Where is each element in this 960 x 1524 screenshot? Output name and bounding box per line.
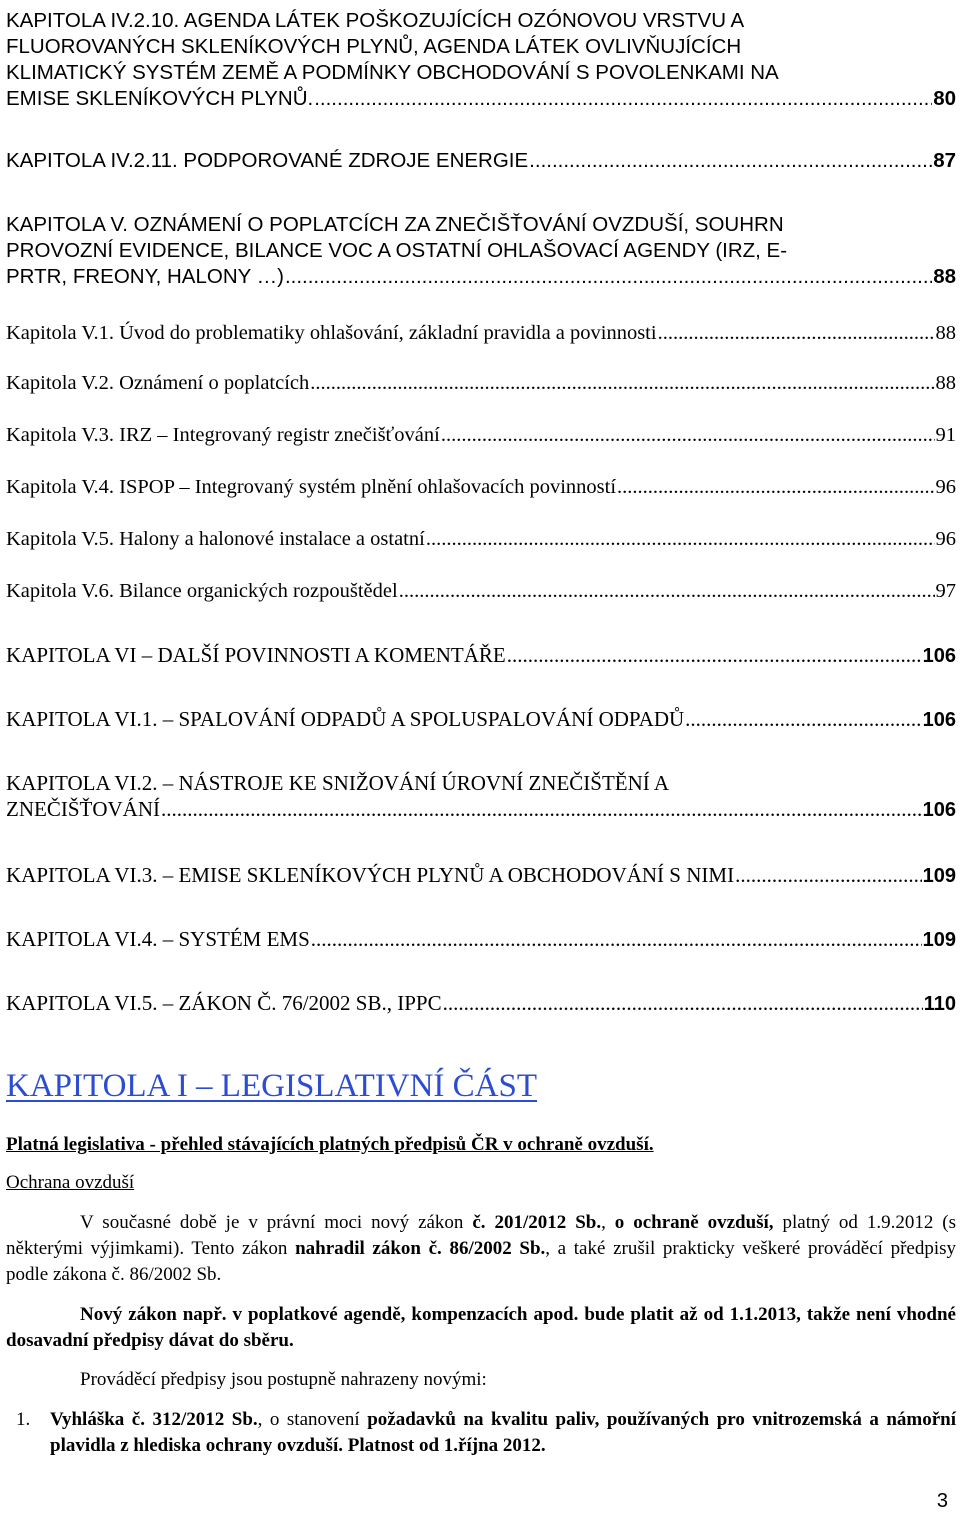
paragraph-text: V současné době je v právní moci nový zákon [80,1212,473,1233]
toc-entry-title: Kapitola V.4. ISPOP – Integrovaný systém plnění ohlašovacích povinností [6,476,617,498]
toc-entry[interactable] [6,320,956,346]
toc-leader [617,474,934,500]
list-item-bold: Vyhláška č. 312/2012 Sb. [50,1409,258,1430]
toc-entry-title: KAPITOLA VI.3. – EMISE SKLENÍKOVÝCH PLYNŮ A OBCHODOVÁNÍ S NIMI [6,863,735,887]
legislation-subheading [6,1132,956,1158]
list-item-content [50,1407,956,1459]
paragraph-text: , [601,1212,615,1233]
toc-page-number: 88 [933,265,956,288]
toc-entry-title: KAPITOLA VI.1. – SPALOVÁNÍ ODPADŮ A SPOLUSPALOVÁNÍ ODPADŮ [6,707,685,731]
toc-page-number: 106 [922,645,956,667]
toc-leader [529,148,932,174]
paragraph-text: , a také zrušil prakticky veškeré prováděcí předpisy podle zákona č. 86/2002 Sb. [6,1238,956,1285]
toc-entry[interactable] [6,926,956,953]
toc-leader [658,320,935,346]
toc-page-number: 109 [922,929,956,951]
toc-leader [285,264,932,290]
toc-entry-title: KAPITOLA VI.5. – ZÁKON Č. 76/2002 SB., IPPC [6,991,442,1015]
toc-page-number: 109 [922,865,956,887]
toc-entry[interactable] [6,526,956,552]
toc-entry-title: Kapitola V.3. IRZ – Integrovaný registr znečišťování [6,424,440,446]
toc-leader [441,422,935,448]
toc-entry[interactable] [6,370,956,396]
toc-entry[interactable] [6,706,956,733]
toc-leader [443,990,923,1016]
toc-page-number: 96 [935,476,956,498]
list-item [6,1407,956,1459]
toc-leader [310,370,934,396]
toc-leader [399,578,935,604]
toc-entry-line: KAPITOLA VI.2. – NÁSTROJE KE SNIŽOVÁNÍ ÚROVNÍ ZNEČIŠTĚNÍ A [6,771,670,795]
toc-entry-title: Kapitola V.6. Bilance organických rozpouštědel [6,580,398,602]
toc-entry[interactable] [6,990,956,1017]
toc-entry[interactable] [6,642,956,669]
toc-page-number: 91 [935,424,956,446]
toc-leader [685,706,921,732]
list-item-number: 1. [16,1409,31,1430]
paragraph-text: platný od 1.9.2012 (s některými výjimkami). Tento zákon [6,1212,956,1259]
paragraph-bold: o ochraně ovzduší, [614,1212,774,1233]
toc-page-number: 97 [935,580,956,602]
toc-entry[interactable] [6,212,956,290]
toc-page-number: 106 [922,799,956,821]
toc-page-number: 96 [935,528,956,550]
toc-entry[interactable] [6,422,956,448]
paragraph-bold: č. 201/2012 Sb. [472,1212,602,1233]
toc-entry-line: KAPITOLA IV.2.10. AGENDA LÁTEK POŠKOZUJÍCÍCH OZÓNOVOU VRSTVU A [6,9,745,32]
toc-entry-title: Kapitola V.1. Úvod do problematiky ohlašování, základní pravidla a povinnosti [6,322,657,344]
toc-entry-line: PROVOZNÍ EVIDENCE, BILANCE VOC A OSTATNÍ OHLAŠOVACÍ AGENDY (IRZ, E- [6,239,788,262]
toc-leader [311,926,922,952]
toc-page-number: 106 [922,709,956,731]
toc-page-number: 80 [933,87,956,110]
toc-page-number: 88 [935,322,956,344]
toc-page-number: 88 [935,372,956,394]
toc-entry-title: Kapitola V.5. Halony a halonové instalace a ostatní [6,528,425,550]
subheading-text: Platná legislativa - přehled stávajících platných předpisů ČR v ochraně ovzduší. [6,1134,654,1155]
toc-entry-line: KAPITOLA V. OZNÁMENÍ O POPLATCÍCH ZA ZNEČIŠŤOVÁNÍ OVZDUŠÍ, SOUHRN [6,213,784,236]
toc-leader [426,526,935,552]
chapter-heading: KAPITOLA I – LEGISLATIVNÍ ČÁST [6,1068,538,1104]
paragraph-3: Prováděcí předpisy jsou postupně nahrazeny novými: [80,1369,487,1390]
toc-leader [735,862,922,888]
toc-entry[interactable] [6,474,956,500]
paragraph-2: Nový zákon např. v poplatkové agendě, kompenzacích apod. bude platit až od 1.1.2013, takže není vhodné dosavadní předpisy dávat do sběru. [6,1304,956,1351]
toc-entry-title: KAPITOLA VI – DALŠÍ POVINNOSTI A KOMENTÁŘE [6,643,506,667]
toc-entry[interactable] [6,8,956,112]
toc-entry-line: FLUOROVANÝCH SKLENÍKOVÝCH PLYNŮ, AGENDA LÁTEK OVLIVŇUJÍCÍCH [6,35,742,58]
section-label [6,1170,956,1196]
toc-entry-title: KAPITOLA IV.2.11. PODPOROVANÉ ZDROJE ENERGIE [6,149,529,172]
toc-entry[interactable] [6,148,956,174]
list-item-text: , o stanovení [257,1409,368,1430]
toc-leader [161,796,922,822]
list-item-bold: požadavků na kvalitu paliv, používaných pro vnitrozemská a námořní plavidla z hlediska ochrany ovzduší. Platnost od 1.října 2012. [50,1409,956,1456]
toc-entry-title: KAPITOLA VI.4. – SYSTÉM EMS [6,927,310,951]
toc-entry[interactable] [6,578,956,604]
paragraph-1 [6,1210,956,1288]
toc-page-number: 110 [923,993,956,1015]
toc-entry-title: Kapitola V.2. Oznámení o poplatcích [6,372,310,394]
toc-leader [507,642,922,668]
toc-entry[interactable] [6,770,956,823]
toc-entry-title: PRTR, FREONY, HALONY …) [6,265,284,288]
toc-leader [314,86,932,112]
toc-entry-line: KLIMATICKÝ SYSTÉM ZEMĚ A PODMÍNKY OBCHODOVÁNÍ S POVOLENKAMI NA [6,61,779,84]
toc-page-number: 87 [933,149,956,172]
toc-entry-title: ZNEČIŠŤOVÁNÍ [6,797,160,821]
paragraph-bold: nahradil zákon č. 86/2002 Sb. [295,1238,546,1259]
page-number: 3 [936,1490,948,1512]
toc-entry[interactable] [6,862,956,889]
section-label-text: Ochrana ovzduší [6,1172,135,1193]
toc-entry-title: EMISE SKLENÍKOVÝCH PLYNŮ. [6,87,314,110]
